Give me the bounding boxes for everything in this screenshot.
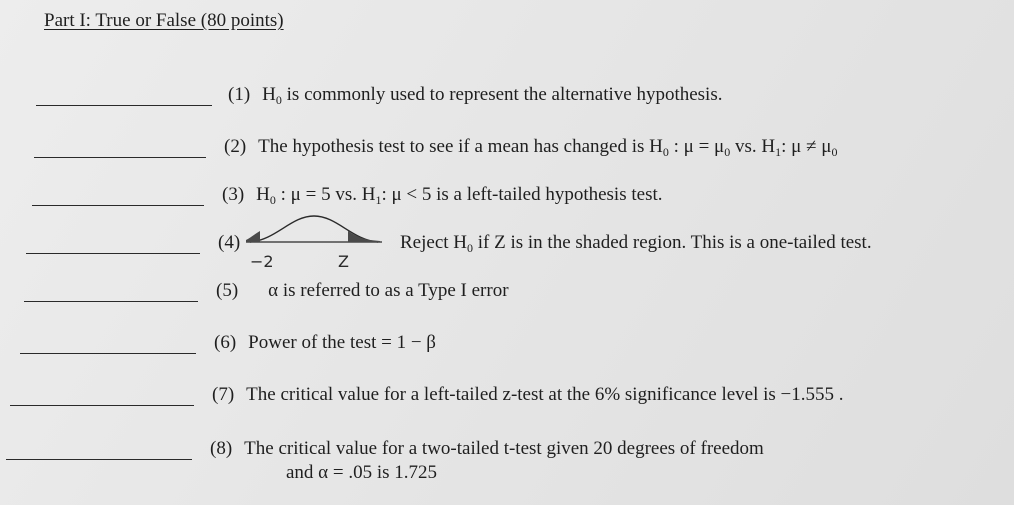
page-title: Part I: True or False (80 points)	[44, 10, 284, 31]
tick-label-left: −2	[250, 252, 274, 271]
normal-curve-diagram	[246, 214, 386, 254]
answer-blank-7[interactable]	[10, 405, 194, 406]
question-4-number: (4)	[218, 232, 241, 253]
question-6-text: (6) Power of the test = 1 − β	[214, 330, 436, 356]
answer-blank-2[interactable]	[34, 157, 206, 158]
question-number: (2)	[224, 136, 247, 157]
question-number: (6)	[214, 332, 237, 353]
tick-label-right: Z	[338, 252, 349, 271]
question-8-text: (8) The critical value for a two-tailed t-test given 20 degrees of freedom	[210, 436, 764, 462]
question-3	[0, 182, 1014, 212]
answer-blank-1[interactable]	[36, 105, 212, 106]
question-4-text: Reject $H_0$ if Z is in the shaded region. This is a one-tailed test.	[400, 232, 872, 255]
question-8-continuation: and α = .05 is 1.725	[286, 462, 438, 483]
question-3-text: (3) $H_0$ : μ = 5 vs. $H_1$: μ < 5 is a left-tailed hypothesis test.	[222, 184, 663, 207]
question-number: (5)	[216, 280, 239, 301]
question-5-text: (5) α is referred to as a Type I error	[216, 278, 509, 304]
question-number: (1)	[228, 84, 251, 105]
answer-blank-6[interactable]	[20, 353, 196, 354]
question-6	[0, 330, 1014, 360]
question-7	[0, 382, 1014, 412]
question-number: (7)	[212, 384, 235, 405]
question-7-text: (7) The critical value for a left-tailed z-test at the 6% significance level is −1.555 .	[212, 382, 844, 408]
question-2-text: (2) The hypothesis test to see if a mean has changed is $H_0$ : $\mu = \mu_0$ vs. $H_1$: $\mu \ne \mu_0$	[224, 136, 838, 159]
question-5	[0, 278, 1014, 308]
answer-blank-3[interactable]	[32, 205, 204, 206]
question-number: (8)	[210, 438, 233, 459]
question-2	[0, 134, 1014, 164]
question-1	[0, 82, 1014, 112]
question-number: (3)	[222, 184, 245, 205]
answer-blank-4[interactable]	[26, 253, 200, 254]
question-4	[0, 230, 1014, 271]
answer-blank-5[interactable]	[24, 301, 198, 302]
shaded-left-tail	[246, 231, 260, 242]
question-8	[0, 436, 1014, 483]
answer-blank-8[interactable]	[6, 459, 192, 460]
question-1-text: (1) $H_0$ is commonly used to represent the alternative hypothesis.	[228, 84, 723, 107]
